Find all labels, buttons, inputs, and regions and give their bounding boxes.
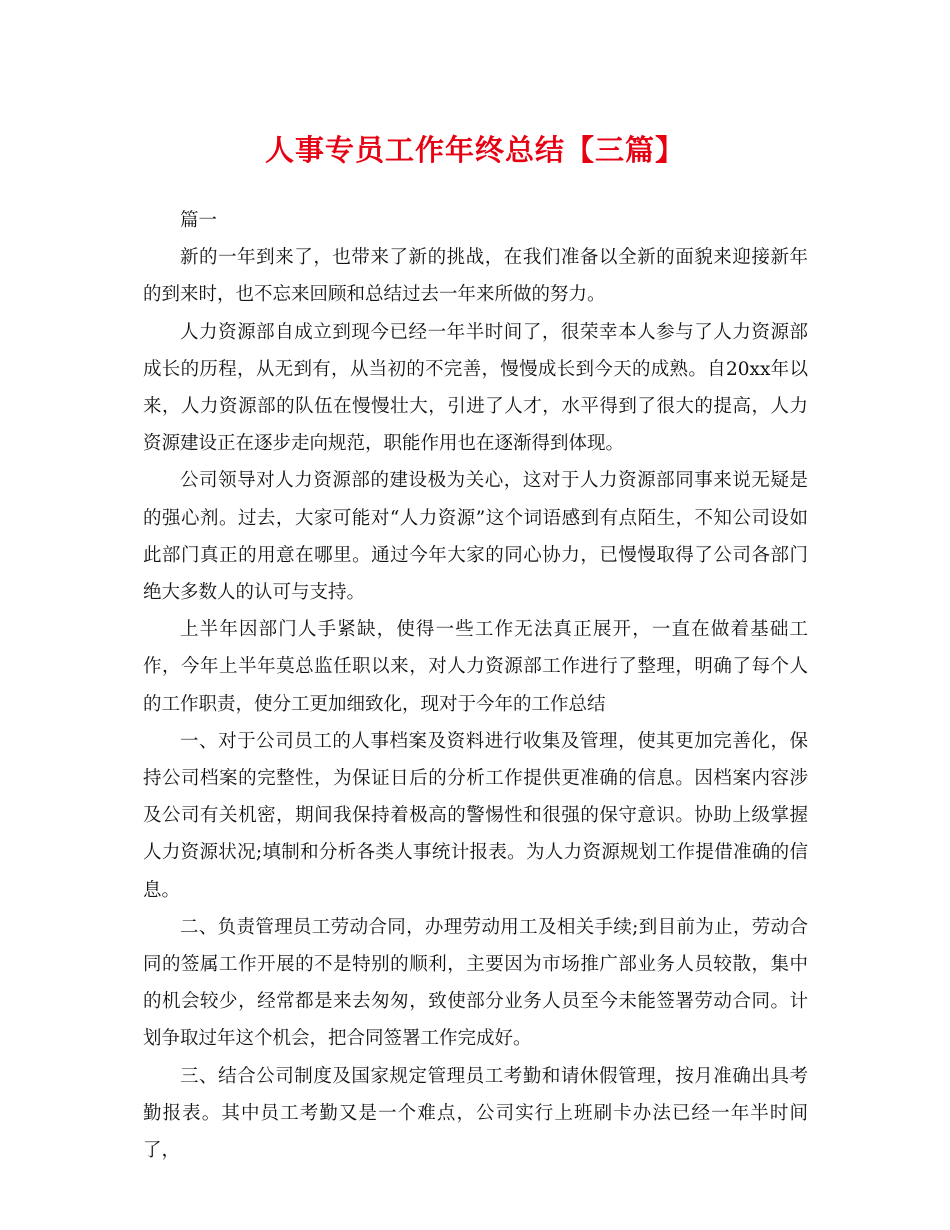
paragraph: 上半年因部门人手紧缺，使得一些工作无法真正展开，一直在做着基础工作，今年上半年莫总监任职以来，对人力资源部工作进行了整理，明确了每个人的工作职责，使分工更加细致化，现对于今年的工作总结 <box>143 619 808 715</box>
document-body <box>143 202 808 1169</box>
paragraph: 三、结合公司制度及国家规定管理员工考勤和请休假管理，按月准确出具考勤报表。其中员工考勤又是一个难点，公司实行上班刷卡办法已经一年半时间了， <box>143 1065 808 1162</box>
paragraph: 人力资源部自成立到现今已经一年半时间了，很荣幸本人参与了人力资源部成长的历程，从无到有，从当初的不完善，慢慢成长到今天的成熟。自20xx年以来，人力资源部的队伍在慢慢壮大，引进了人才，水平得到了很大的提高，人力资源建设正在逐步走向规范，职能作用也在逐渐得到体现。 <box>143 321 808 455</box>
paragraph: 公司领导对人力资源部的建设极为关心，这对于人力资源部同事来说无疑是的强心剂。过去，大家可能对“人力资源”这个词语感到有点陌生，不知公司设如此部门真正的用意在哪里。通过今年大家的同心协力，已慢慢取得了公司各部门绝大多数人的认可与支持。 <box>143 470 808 604</box>
document-title: 人事专员工作年终总结【三篇】 <box>264 133 685 167</box>
paragraph: 二、负责管理员工劳动合同，办理劳动用工及相关手续;到目前为止，劳动合同的签属工作开展的不是特别的顺利，主要因为市场推广部业务人员较散，集中的机会较少，经常都是来去匆匆，致使部分业务人员至今未能签署劳动合同。计划争取过年这个机会，把合同签署工作完成好。 <box>143 916 808 1050</box>
section-heading: 篇一 <box>180 210 218 231</box>
paragraph: 一、对于公司员工的人事档案及资料进行收集及管理，使其更加完善化，保持公司档案的完整性，为保证日后的分析工作提供更准确的信息。因档案内容涉及公司有关机密，期间我保持着极高的警惕性和很强的保守意识。协助上级掌握人力资源状况;填制和分析各类人事统计报表。为人力资源规划工作提借准确的信息。 <box>143 730 808 901</box>
paragraph: 新的一年到来了，也带来了新的挑战，在我们准备以全新的面貌来迎接新年的到来时，也不忘来回顾和总结过去一年来所做的努力。 <box>143 247 808 306</box>
